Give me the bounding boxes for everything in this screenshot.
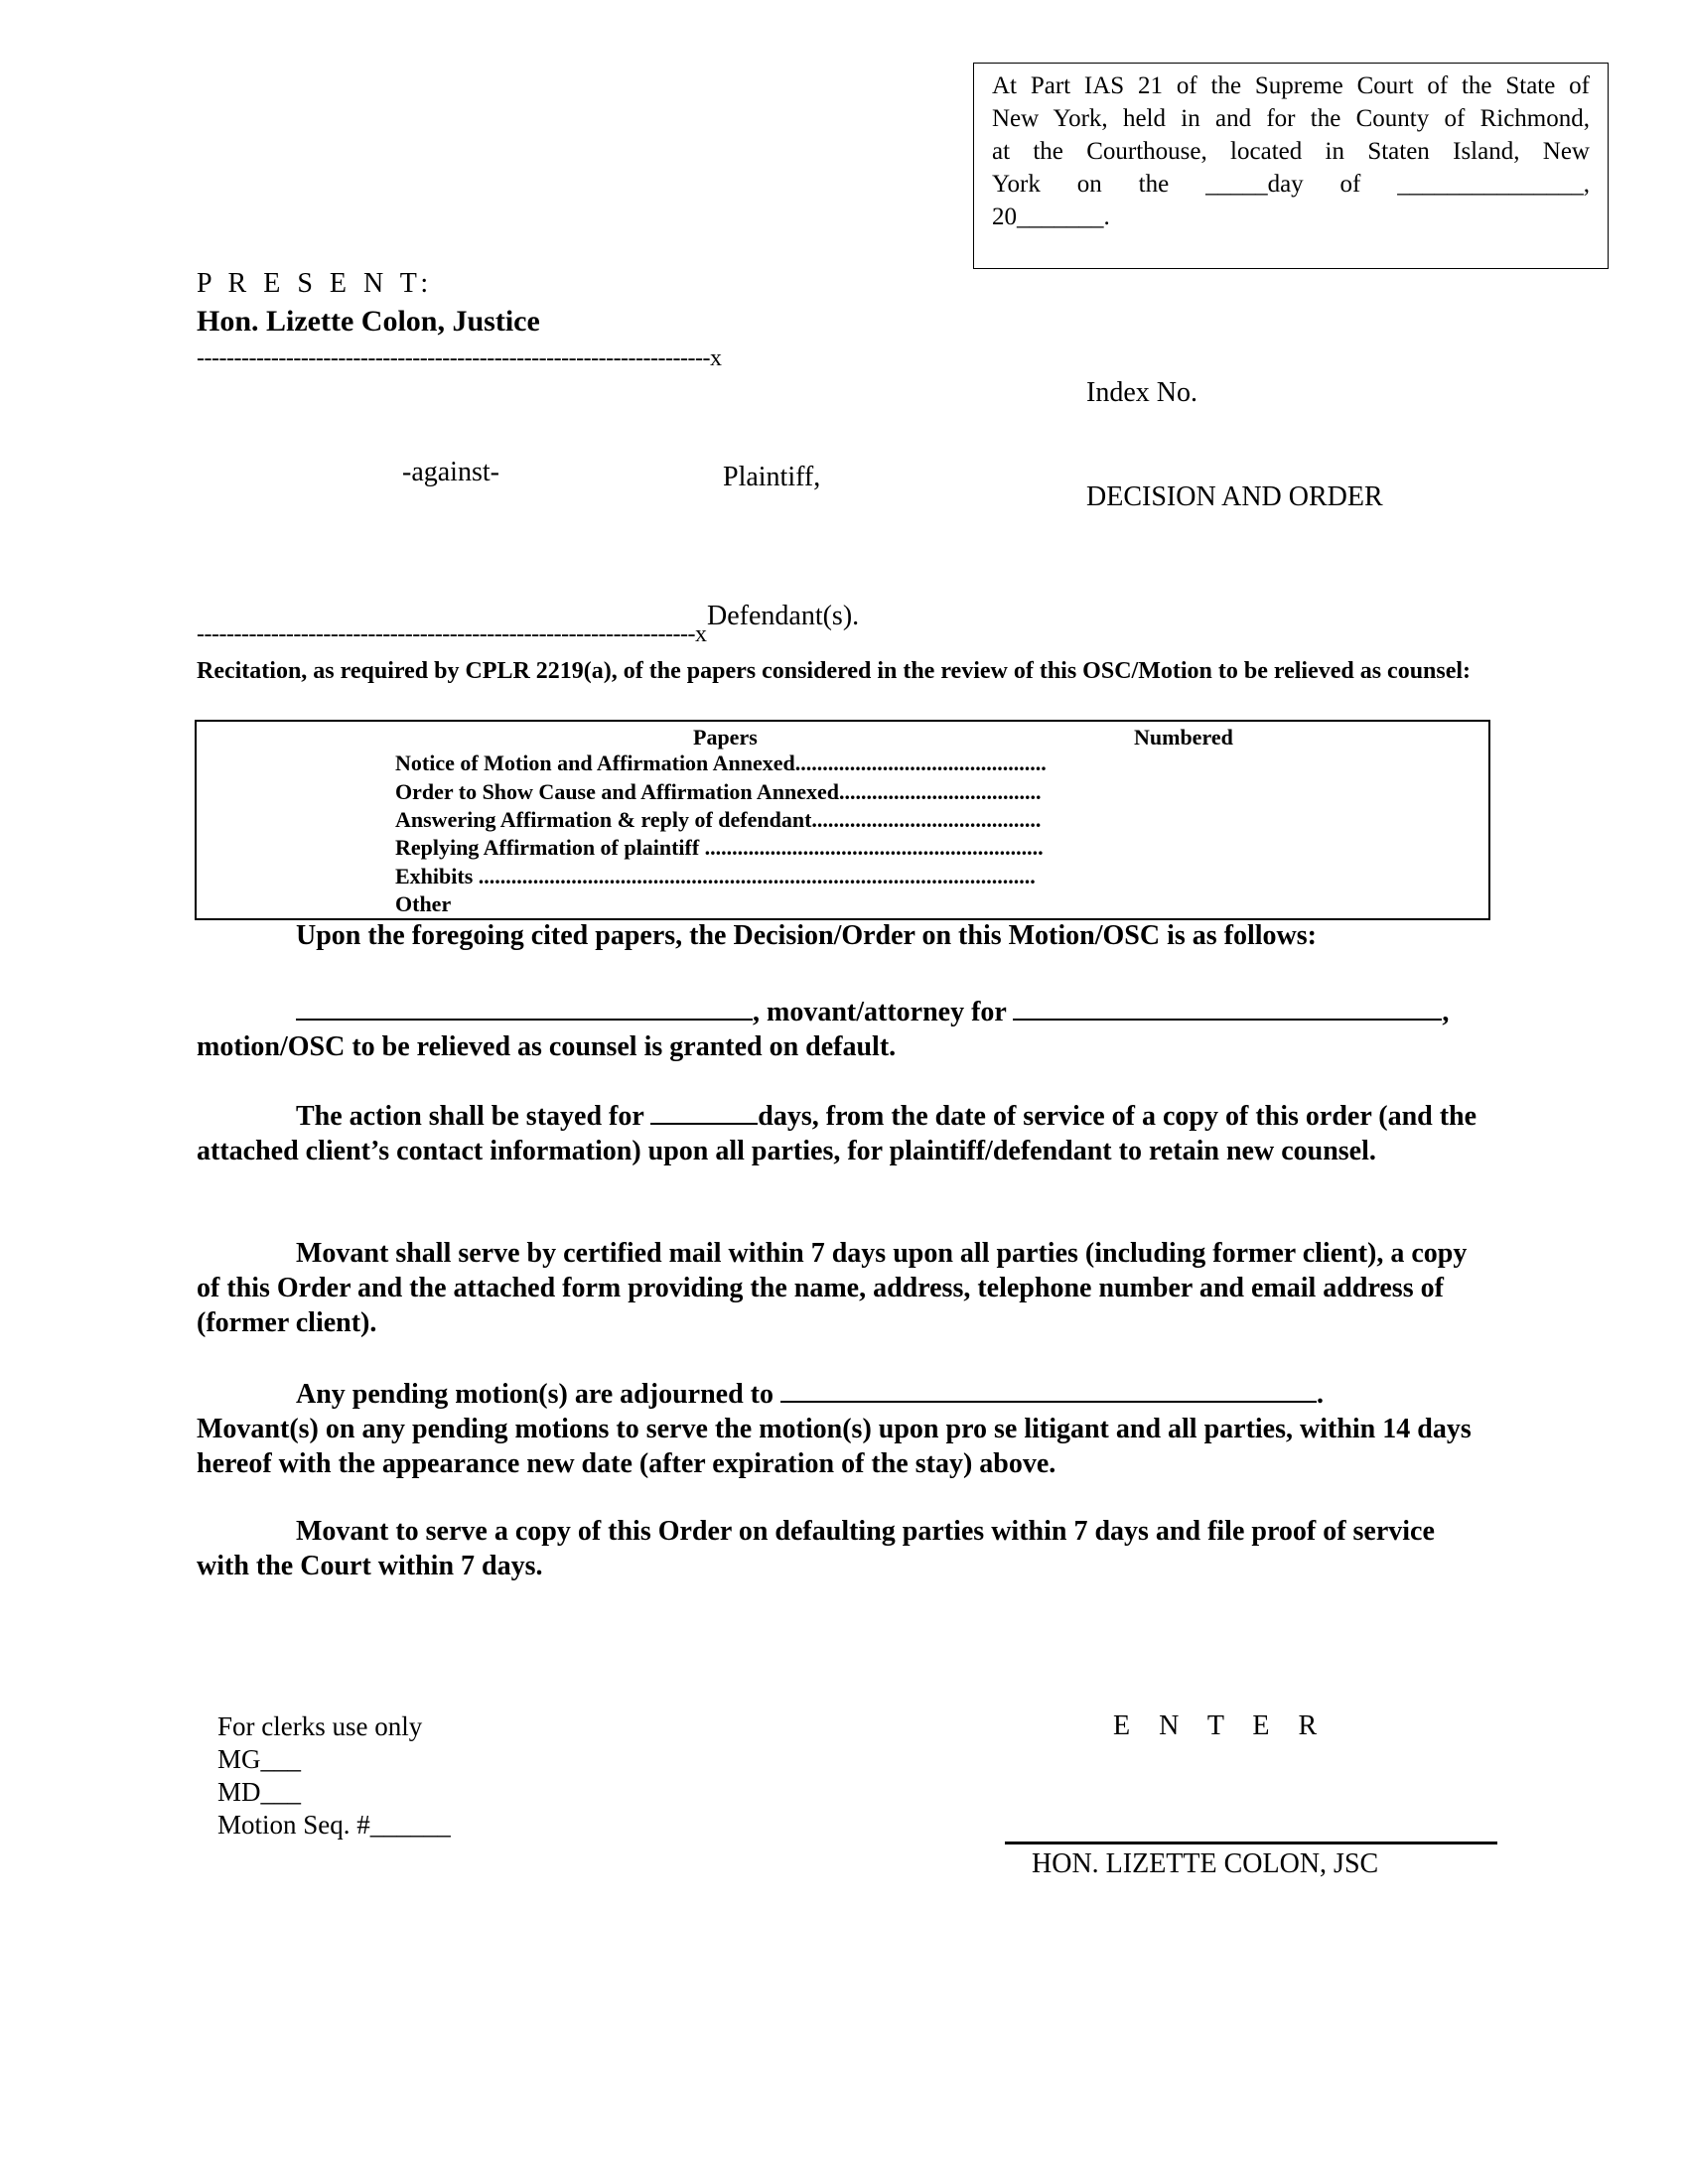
adjourned-date-blank[interactable] xyxy=(780,1375,1317,1403)
papers-row: Exhibits ...................................................................................................... xyxy=(395,864,1036,888)
clerks-md-field: MD___ xyxy=(217,1777,302,1807)
clerks-motion-seq-field: Motion Seq. #______ xyxy=(217,1810,451,1840)
caption-line-5: 20_______. xyxy=(992,204,1110,230)
decision-title: DECISION AND ORDER xyxy=(1086,481,1383,512)
numbered-column-header: Numbered xyxy=(1134,725,1233,750)
papers-row: Notice of Motion and Affirmation Annexed.............................................. xyxy=(395,751,1047,775)
justice-name: Hon. Lizette Colon, Justice xyxy=(197,305,540,338)
stay-days-blank[interactable] xyxy=(650,1097,758,1125)
adjourned-text-start: Any pending motion(s) are adjourned to xyxy=(296,1379,774,1410)
papers-table xyxy=(195,720,1490,920)
adjourned-period: . xyxy=(1316,1379,1324,1410)
intro-paragraph: Upon the foregoing cited papers, the Decision/Order on this Motion/OSC is as follows: xyxy=(296,920,1317,951)
paragraph-comma: , xyxy=(1442,997,1450,1027)
movant-attorney-text: , movant/attorney for xyxy=(753,997,1007,1027)
papers-row: Replying Affirmation of plaintiff .............................................................. xyxy=(395,835,1044,860)
paragraph-defaulting: Movant to serve a copy of this Order on defaulting parties within 7 days and file proof of service with the Court within 7 days. xyxy=(197,1516,1435,1581)
movant-name-blank[interactable] xyxy=(296,993,753,1021)
relieved-granted-text: motion/OSC to be relieved as counsel is granted on default. xyxy=(197,1031,897,1062)
adjourned-text-rest: Movant(s) on any pending motions to serve the motion(s) upon pro se litigant and all parties, within 14 days hereof with the appearance new date (after expiration of the stay) above. xyxy=(197,1414,1472,1479)
separator-bottom: -------------------------------------------------------------------x xyxy=(197,622,707,646)
paragraph-stay xyxy=(197,1097,1487,1168)
index-number-label: Index No. xyxy=(1086,377,1197,408)
clerks-use-label: For clerks use only xyxy=(217,1711,423,1741)
paragraph-relieved xyxy=(197,993,1487,1064)
clerks-use-block xyxy=(217,1710,451,1842)
signature-line xyxy=(1005,1842,1497,1844)
caption-line-3: at the Courthouse, located in Staten Island, New xyxy=(992,138,1590,165)
papers-row: Answering Affirmation & reply of defendant.......................................... xyxy=(395,807,1042,832)
stay-text-start: The action shall be stayed for xyxy=(296,1101,644,1132)
enter-label: E N T E R xyxy=(1113,1710,1329,1741)
present-label: P R E S E N T: xyxy=(197,268,434,299)
clerks-mg-field: MG___ xyxy=(217,1744,302,1774)
client-name-blank[interactable] xyxy=(1013,993,1442,1021)
papers-row: Order to Show Cause and Affirmation Annexed..................................... xyxy=(395,779,1042,804)
separator-top: ---------------------------------------------------------------------x xyxy=(197,346,722,370)
papers-row: Other xyxy=(395,891,452,916)
court-caption-box xyxy=(973,63,1609,269)
recitation-text: Recitation, as required by CPLR 2219(a), of the papers considered in the review of this OSC/Motion to be relieved as counsel: xyxy=(197,658,1472,684)
against-label: -against- xyxy=(402,457,499,487)
defendants-label: Defendant(s). xyxy=(707,601,860,631)
caption-line-4: York on the _____day of _______________, xyxy=(992,171,1590,198)
stay-text-rest: days, from the date of service of a copy of this order (and the attached client’s contact information) upon all parties, for plaintiff/defendant to retain new counsel. xyxy=(197,1101,1477,1166)
paragraph-serve-certified: Movant shall serve by certified mail within 7 days upon all parties (including former client), a copy of this Order and the attached form providing the name, address, telephone number and email address of (former client). xyxy=(197,1238,1468,1338)
plaintiff-label: Plaintiff, xyxy=(723,462,821,492)
caption-line-2: New York, held in and for the County of Richmond, xyxy=(992,105,1590,132)
papers-column-header: Papers xyxy=(693,725,758,750)
paragraph-adjourned xyxy=(197,1375,1487,1481)
caption-line-1: At Part IAS 21 of the Supreme Court of the State of xyxy=(992,72,1590,99)
judge-signature-name: HON. LIZETTE COLON, JSC xyxy=(1032,1848,1379,1879)
